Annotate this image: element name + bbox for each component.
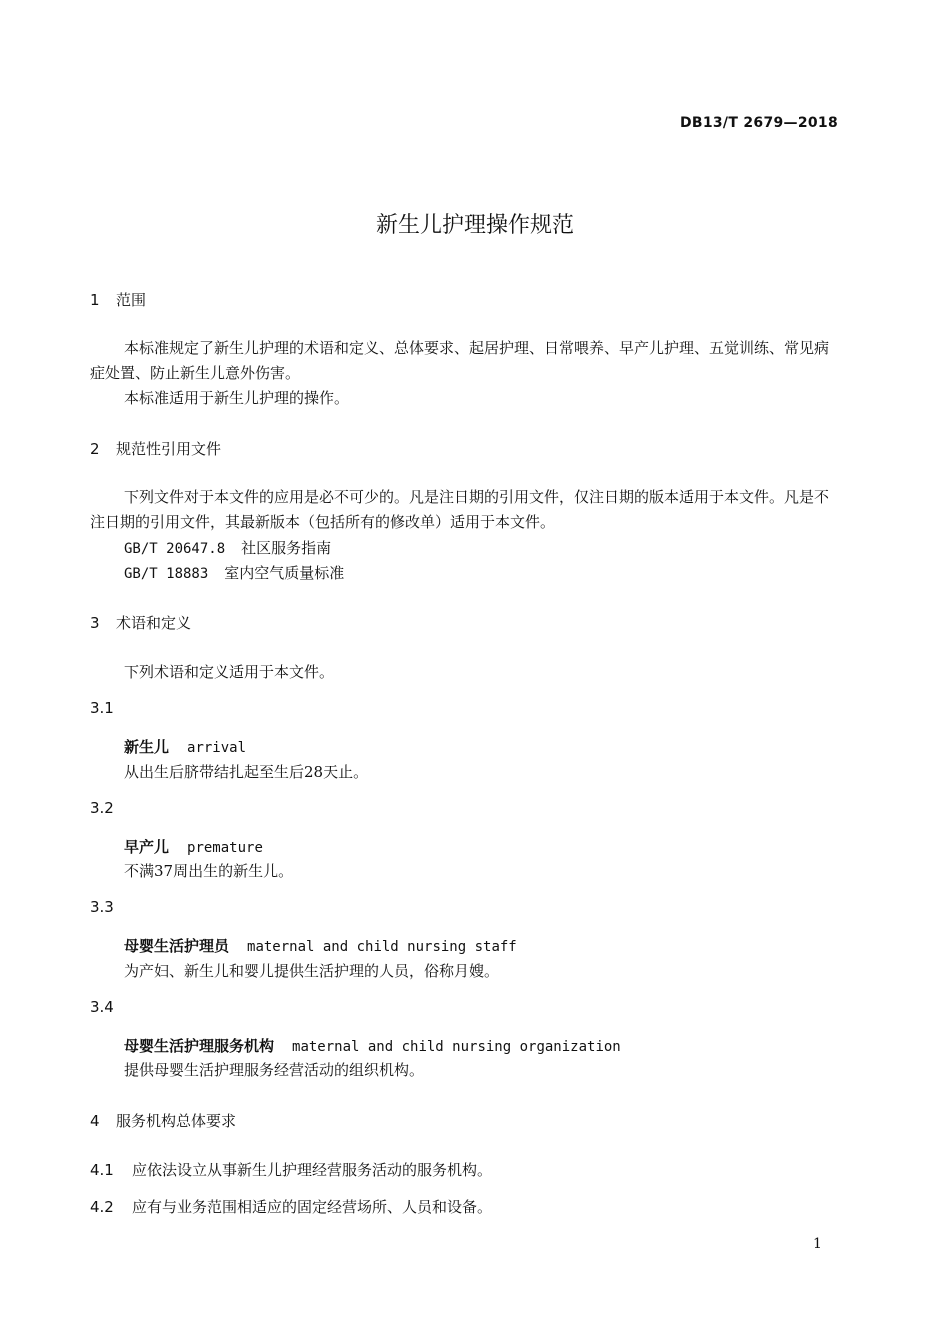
reference-name: 社区服务指南 bbox=[241, 539, 332, 557]
section-2-paragraph-1: 下列文件对于本文件的应用是必不可少的。凡是注日期的引用文件，仅注日期的版本适用于本文件。凡是不注日期的引用文件，其最新版本（包括所有的修改单）适用于本文件。 bbox=[90, 488, 830, 531]
clause-item bbox=[90, 1196, 492, 1217]
page-number: 1 bbox=[813, 1236, 822, 1252]
term-chinese: 早产儿 bbox=[124, 838, 170, 856]
section-3-paragraph-1: 下列术语和定义适用于本文件。 bbox=[124, 663, 335, 681]
section-1-paragraph-1: 本标准规定了新生儿护理的术语和定义、总体要求、起居护理、日常喂养、早产儿护理、五觉训练、常见病症处置、防止新生儿意外伤害。 bbox=[90, 339, 830, 382]
section-1-heading bbox=[90, 289, 146, 310]
term-heading bbox=[124, 935, 517, 956]
clause-number: 4.2 bbox=[90, 1198, 114, 1216]
term-chinese: 新生儿 bbox=[124, 738, 170, 756]
section-number: 1 bbox=[90, 291, 100, 309]
clause-text: 应依法设立从事新生儿护理经营服务活动的服务机构。 bbox=[132, 1161, 493, 1179]
term-heading bbox=[124, 1035, 621, 1056]
standard-code: DB13/T 2679—2018 bbox=[679, 115, 838, 131]
term-number: 3.2 bbox=[90, 799, 114, 817]
term-english: maternal and child nursing organization bbox=[292, 1039, 621, 1055]
section-title: 术语和定义 bbox=[116, 614, 192, 632]
section-number: 3 bbox=[90, 614, 100, 632]
reference-item bbox=[124, 537, 331, 558]
section-2-heading bbox=[90, 438, 221, 459]
term-definition: 不满37周出生的新生儿。 bbox=[124, 862, 294, 880]
section-4-heading bbox=[90, 1110, 236, 1131]
term-english: maternal and child nursing staff bbox=[247, 939, 517, 955]
clause-text: 应有与业务范围相适应的固定经营场所、人员和设备。 bbox=[132, 1198, 493, 1216]
clause-number: 4.1 bbox=[90, 1161, 114, 1179]
term-chinese: 母婴生活护理服务机构 bbox=[124, 1037, 275, 1055]
section-number: 2 bbox=[90, 440, 100, 458]
document-title: 新生儿护理操作规范 bbox=[375, 213, 574, 238]
section-title: 范围 bbox=[116, 291, 147, 309]
term-number: 3.1 bbox=[90, 699, 114, 717]
term-definition: 从出生后脐带结扎起至生后28天止。 bbox=[124, 763, 369, 781]
term-english: premature bbox=[187, 840, 263, 856]
term-definition: 提供母婴生活护理服务经营活动的组织机构。 bbox=[124, 1061, 425, 1079]
section-1-paragraph-2: 本标准适用于新生儿护理的操作。 bbox=[124, 389, 350, 407]
term-chinese: 母婴生活护理员 bbox=[124, 937, 230, 955]
reference-name: 室内空气质量标准 bbox=[224, 564, 345, 582]
term-number: 3.4 bbox=[90, 998, 114, 1016]
section-3-heading bbox=[90, 612, 191, 633]
term-number: 3.3 bbox=[90, 898, 114, 916]
clause-item bbox=[90, 1159, 492, 1180]
term-english: arrival bbox=[187, 740, 247, 756]
section-title: 规范性引用文件 bbox=[116, 440, 222, 458]
term-heading bbox=[124, 836, 263, 857]
section-title: 服务机构总体要求 bbox=[116, 1112, 237, 1130]
reference-code: GB/T 20647.8 bbox=[124, 541, 226, 557]
reference-item bbox=[124, 562, 344, 583]
reference-code: GB/T 18883 bbox=[124, 566, 209, 582]
section-number: 4 bbox=[90, 1112, 100, 1130]
term-heading bbox=[124, 736, 246, 757]
term-definition: 为产妇、新生儿和婴儿提供生活护理的人员，俗称月嫂。 bbox=[124, 962, 500, 980]
